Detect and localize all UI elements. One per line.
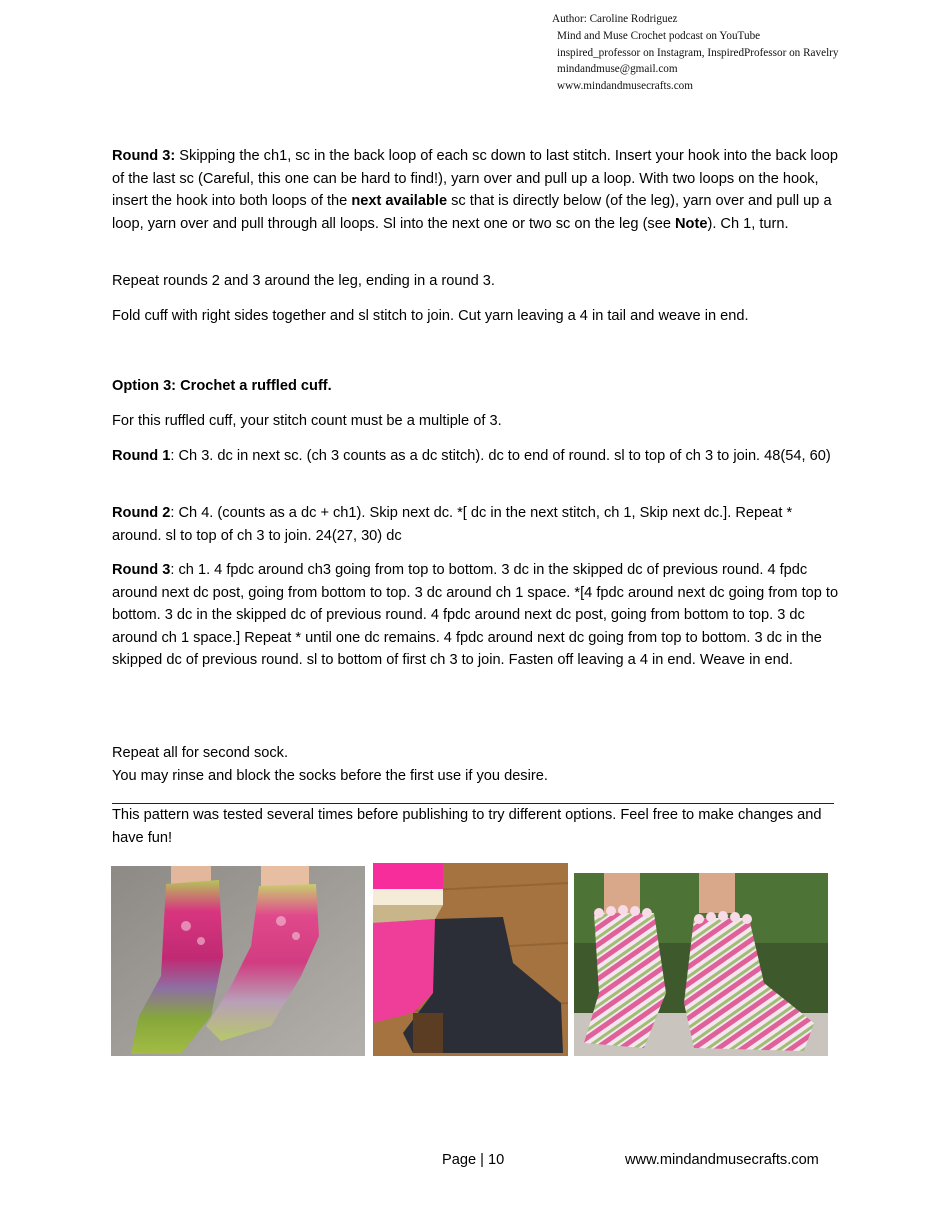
closing-paragraph: [112, 742, 842, 787]
tested-text: This pattern was tested several times before publishing to try different options. Feel free to make changes and have fun!: [112, 807, 822, 846]
website-line[interactable]: www.mindandmusecrafts.com: [557, 80, 693, 93]
round3-text-c: ). Ch 1, turn.: [707, 215, 789, 232]
ruffle-round3-paragraph: [112, 559, 842, 672]
round3-label: Round 3:: [112, 148, 176, 164]
social-line: inspired_professor on Instagram, InspiredProfessor on Ravelry: [557, 46, 839, 59]
footer-website[interactable]: www.mindandmusecrafts.com: [625, 1152, 819, 1168]
podcast-line: Mind and Muse Crochet podcast on YouTube: [557, 29, 761, 42]
r1-text: : Ch 3. dc in next sc. (ch 3 counts as a dc stitch). dc to end of round. sl to top of ch 3 to join. 48(54, 60): [170, 448, 831, 464]
r3-text: : ch 1. 4 fpdc around ch3 going from top to bottom. 3 dc in the skipped dc of previous round. 4 fpdc around next dc post, going from bottom to top. 3 dc around ch 1 space. *[4 fpdc around next dc going from top to bottom. 3 dc in the skipped dc of previous round. 4 fpdc around next dc post, going from bottom to top. 3 dc around ch 1 space.] Repeat * until one dc remains. 4 fpdc around next dc going from top to bottom. 3 dc in the skipped dc of previous round. sl to bottom of first ch 3 to join. Fasten off leaving a 4 in end. Weave in end.: [112, 562, 839, 669]
r2-text: : Ch 4. (counts as a dc + ch1). Skip next dc. *[ dc in the next stitch, ch 1, Skip next dc.]. Repeat * around. sl to top of ch 3 to join. 24(27, 30) dc: [112, 505, 793, 544]
pink-cuff-boot-photo: [373, 863, 568, 1056]
ruffled-striped-socks-photo: [574, 873, 828, 1056]
r3-label: Round 3: [112, 562, 171, 578]
rinse-text: You may rinse and block the socks before the first use if you desire.: [112, 767, 548, 784]
email-line[interactable]: mindandmuse@gmail.com: [557, 63, 678, 76]
author-name: Author: Caroline Rodriguez: [552, 13, 678, 25]
ruffle-intro-paragraph: [112, 410, 842, 433]
author-header: [552, 11, 942, 95]
repeat-second-text: Repeat all for second sock.: [112, 745, 289, 761]
round3-text-b: sc that is directly below (of the leg), yarn over and pull up a loop, yarn over and pull through all loops. Sl into the next one or two sc on the leg (see: [112, 193, 832, 232]
ruffle-round2-paragraph: [112, 502, 842, 547]
option3-heading: [112, 375, 842, 398]
fold-cuff-text: Fold cuff with right sides together and sl stitch to join. Cut yarn leaving a 4 in tail and weave in end.: [112, 308, 749, 324]
r2-label: Round 2: [112, 505, 171, 521]
option3-title: Option 3: Crochet a ruffled cuff.: [112, 378, 332, 394]
ruffle-intro-text: For this ruffled cuff, your stitch count must be a multiple of 3.: [112, 413, 502, 429]
fold-cuff-paragraph: [112, 305, 842, 328]
page-number: Page | 10: [442, 1152, 505, 1168]
ruffle-round1-paragraph: [112, 445, 842, 468]
pink-green-socks-photo: [111, 866, 365, 1056]
round3-note: Note: [675, 215, 708, 232]
round3-paragraph: [112, 145, 842, 235]
r1-label: Round 1: [112, 448, 171, 464]
tested-paragraph: [112, 804, 842, 849]
round3-bold: next available: [351, 193, 448, 210]
repeat-rounds-paragraph: [112, 270, 842, 293]
round3-text-a: Skipping the ch1, sc in the back loop of each sc down to last stitch. Insert your hook into the back loop of the last sc (Careful, this one can be hard to find!), yarn over and pull up a loop. With two loops on the hook, insert the hook into both loops of the: [112, 148, 839, 210]
repeat-rounds-text: Repeat rounds 2 and 3 around the leg, ending in a round 3.: [112, 273, 495, 289]
